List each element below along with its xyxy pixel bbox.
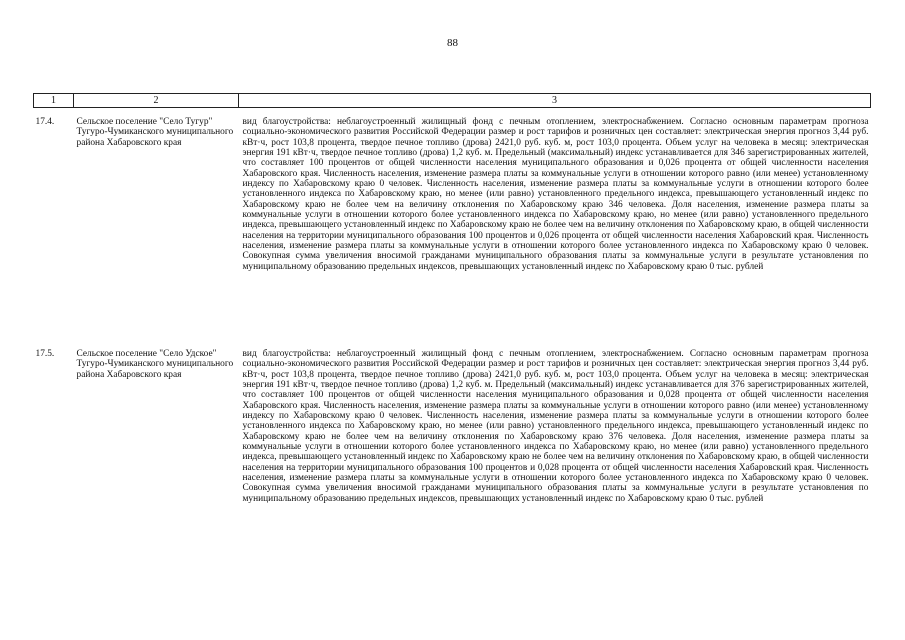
table-row (34, 108, 871, 348)
page-number: 88 (447, 37, 458, 49)
column-header-description: 3 (239, 94, 871, 108)
row-number: 17.4. (35, 117, 55, 127)
table-row (34, 347, 871, 504)
column-header-municipality: 2 (74, 94, 239, 108)
row-description: вид благоустройства: неблагоустроенный жилищный фонд с печным отоплением, электроснабжением. Согласно основным параметрам прогноза социально-экономического развития Российской Федерации размер и рост тарифов и розничных цен составляет: электрическая энергия прогноз 3,44 руб. кВт·ч, рост 103,8 процента, твердое печное топливо (дрова) 2421,0 руб. куб. м, рост 103,0 процента. Объем услуг на человека в месяц: электрическая энергия 191 кВт·ч, твердое печное топливо (дрова) 1,2 куб. м. Предельный (максимальный) индекс устанавливается для 346 зарегистрированных жителей, что составляет 100 процентов от общей численности населения муниципального образования и 0,026 процента от общей численности населения Хабаровского края. Численность населения, изменение размера платы за коммунальные услуги в отношении которого равно (или менее) установленному индексу по Хабаровскому краю 0 человек. Численность населения, изменение размера платы за коммунальные услуги в отношении которого более установленного индекса по Хабаровскому краю, но менее (или равно) установленного предельного индекса, превышающего установленный индекс по Хабаровскому краю не более чем на величину отклонения по Хабаровскому краю 346 человека. Доля населения, изменение размера платы за коммунальные услуги в отношении которого более установленного индекса по Хабаровскому краю, но менее (или равно) установленного предельного индекса, превышающего установленный индекс по Хабаровскому краю не более чем на величину отклонения по Хабаровскому краю, в общей численности населения на территории муниципального образования 100 процентов и 0,026 процента от общей численности населения Хабаровский края. Численность населения, изменение размера платы за коммунальные услуги в отношении которого более установленного индекса по Хабаровскому краю 0 человек. Совокупная сумма увеличения вносимой гражданами муниципального образования платы за коммунальные услуги в результате установления по муниципальному образованию предельных индексов, превышающих установленный индекс по Хабаровскому краю 0 тыс. рублей (242, 117, 869, 272)
row-description: вид благоустройства: неблагоустроенный жилищный фонд с печным отоплением, электроснабжением. Согласно основным параметрам прогноза социально-экономического развития Российской Федерации размер и рост тарифов и розничных цен составляет: электрическая энергия прогноз 3,44 руб. кВт·ч, рост 103,8 процента, твердое печное топливо (дрова) 2421,0 руб. куб. м, рост 103,0 процента. Объем услуг на человека в месяц: электрическая энергия 191 кВт·ч, твердое печное топливо (дрова) 1,2 куб. м. Предельный (максимальный) индекс устанавливается для 376 зарегистрированных жителей, что составляет 100 процентов от общей численности населения муниципального образования и 0,028 процента от общей численности населения Хабаровского края. Численность населения, изменение размера платы за коммунальные услуги в отношении которого равно (или менее) установленному индексу по Хабаровскому краю 0 человек. Численность населения, изменение размера платы за коммунальные услуги в отношении которого более установленного индекса по Хабаровскому краю, но менее (или равно) установленного предельного индекса, превышающего установленный индекс по Хабаровскому краю не более чем на величину отклонения по Хабаровскому краю 376 человека. Доля населения, изменение размера платы за коммунальные услуги в отношении которого более установленного индекса по Хабаровскому краю, но менее (или равно) установленного предельного индекса, превышающего установленный индекс по Хабаровскому краю не более чем на величину отклонения по Хабаровскому краю, в общей численности населения на территории муниципального образования 100 процентов и 0,028 процента от общей численности населения Хабаровский края. Численность населения, изменение размера платы за коммунальные услуги в отношении которого более установленного индекса по Хабаровскому краю 0 человек. Совокупная сумма увеличения вносимой гражданами муниципального образования платы за коммунальные услуги в результате установления по муниципальному образованию предельных индексов, превышающих установленный индекс по Хабаровскому краю 0 тыс. рублей (242, 349, 869, 504)
header-row (34, 94, 871, 108)
column-header-number: 1 (34, 94, 74, 108)
tariff-table (33, 93, 871, 504)
municipality-name: Сельское поселение "Село Тугур" Тугуро-Чумиканского муниципального района Хабаровского края (76, 117, 234, 148)
row-number: 17.5. (35, 349, 55, 359)
table-header (34, 94, 871, 108)
municipality-name: Сельское поселение "Село Удское" Тугуро-Чумиканского муниципального района Хабаровского края (76, 349, 234, 380)
